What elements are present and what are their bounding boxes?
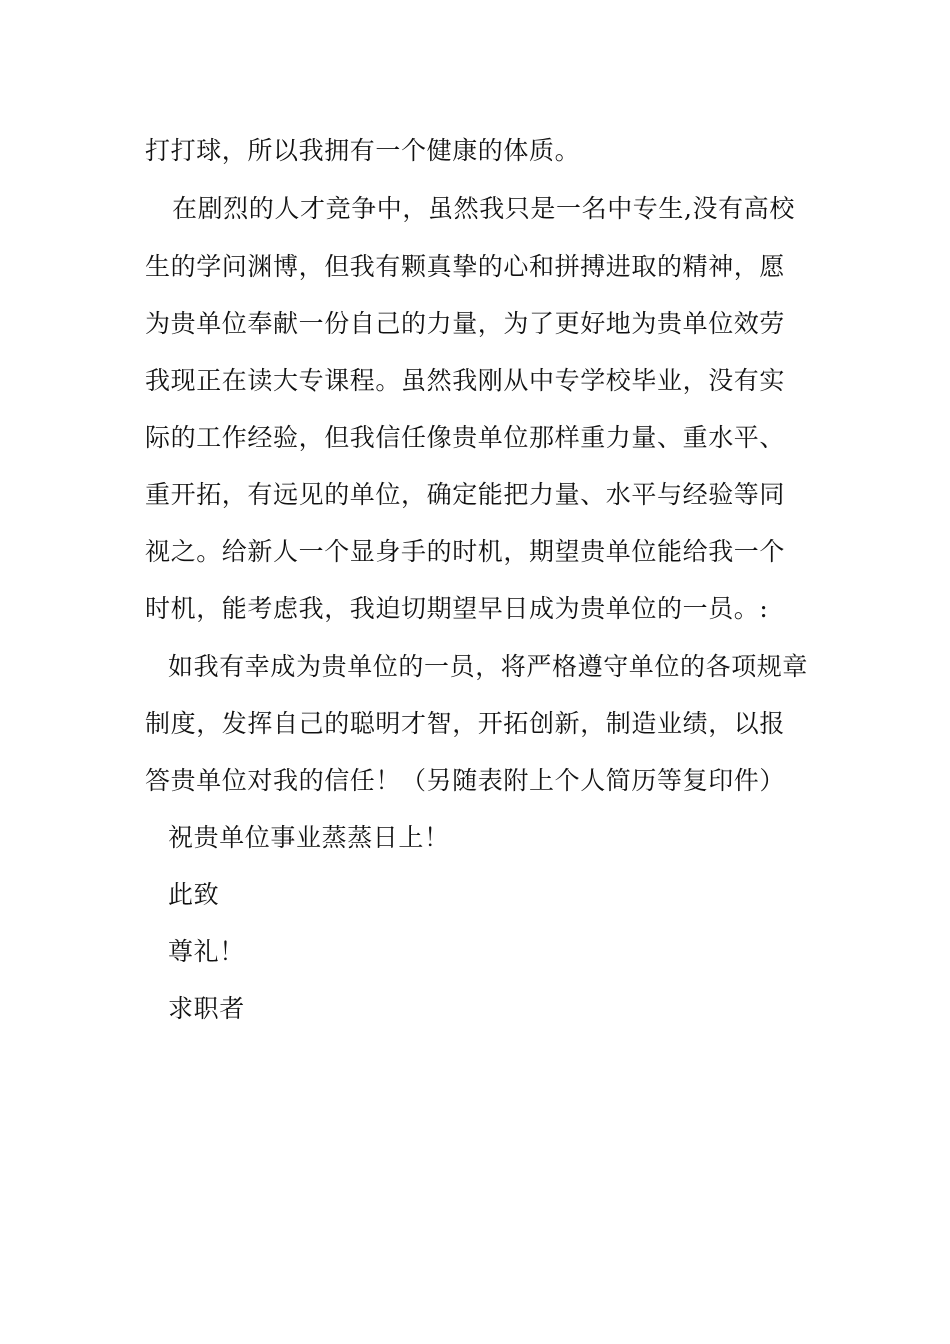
salutation-line: 尊礼！	[168, 937, 245, 966]
closing-wish: 祝贵单位事业蒸蒸日上！	[168, 823, 450, 852]
text-line: 视之。给新人一个显身手的时机，期望贵单位能给我一个	[145, 537, 786, 566]
text-line: 制度，发挥自己的聪明才智，开拓创新，制造业绩，以报	[145, 709, 786, 738]
text-line: 打打球，所以我拥有一个健康的体质。	[145, 136, 581, 165]
text-line: 重开拓，有远见的单位，确定能把力量、水平与经验等同	[145, 480, 786, 509]
text-line: 答贵单位对我的信任！（另随表附上个人简历等复印件）	[145, 766, 786, 795]
text-line: 时机，能考虑我，我迫切期望早日成为贵单位的一员。:	[145, 594, 769, 623]
text-line: 生的学问渊博，但我有颗真挚的心和拼搏进取的精神，愿	[145, 252, 786, 281]
text-line: 际的工作经验，但我信任像贵单位那样重力量、重水平、	[145, 423, 786, 452]
text-line: 我现正在读大专课程。虽然我刚从中专学校毕业，没有实	[145, 366, 786, 395]
salutation-line: 此致	[168, 880, 220, 909]
paragraph-start-line: 如我有幸成为贵单位的一员，将严格遵守单位的各项规章	[168, 652, 809, 681]
paragraph-start-line: 在剧烈的人才竞争中，虽然我只是一名中专生,没有高校	[172, 194, 795, 223]
signature-line: 求职者	[168, 994, 245, 1023]
text-line: 为贵单位奉献一份自己的力量，为了更好地为贵单位效劳	[145, 309, 786, 338]
